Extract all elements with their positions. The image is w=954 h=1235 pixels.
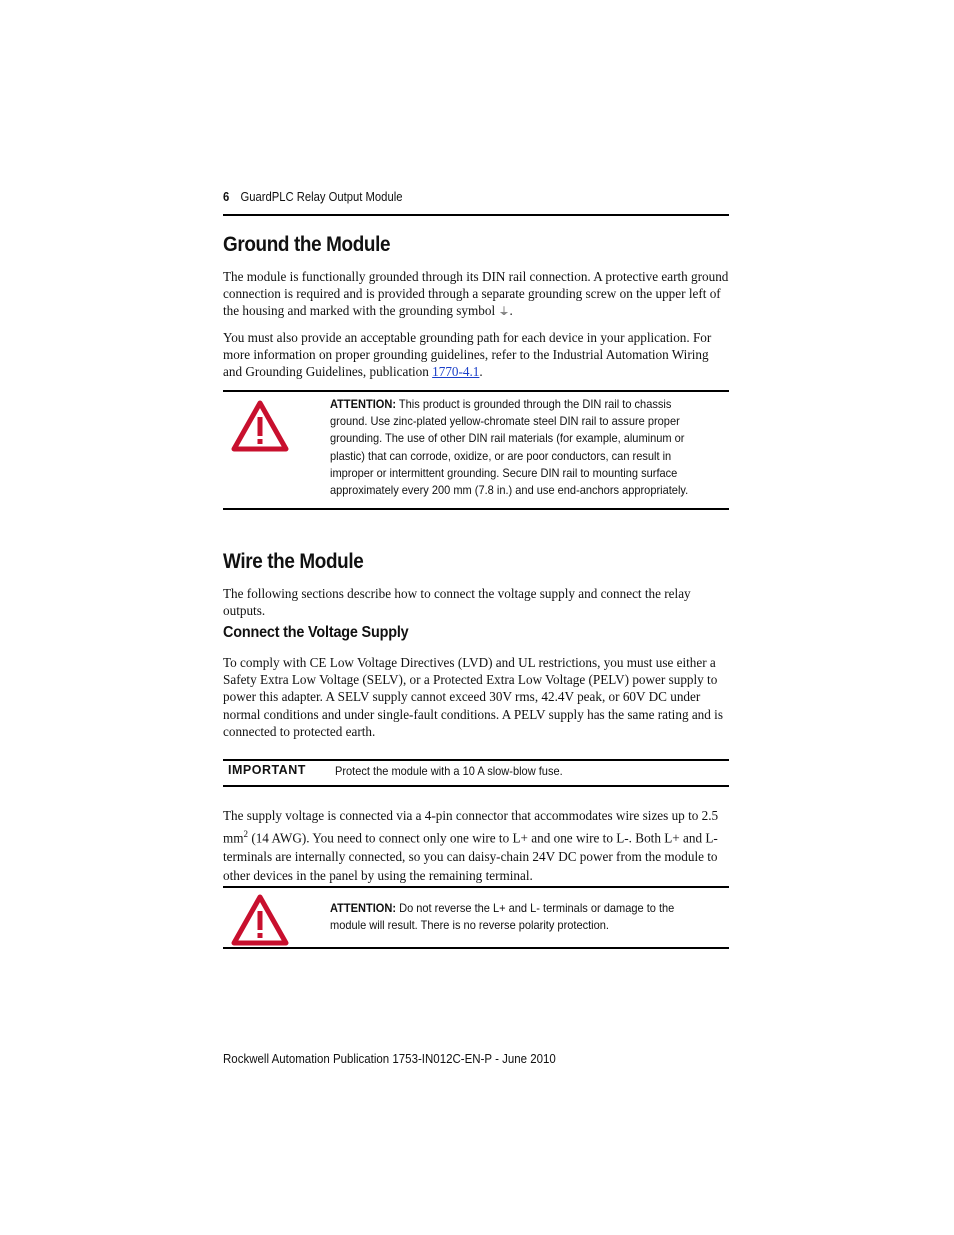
attention-2-top-rule — [223, 886, 729, 888]
attention-notice-grounding: ATTENTION: This product is grounded through the DIN rail to chassis ground. Use zinc-plated yellow-chromate steel DIN rail to assure proper grounding. The use of other DIN rail materials (for example, aluminum or plastic) that can corrode, oxidize, or are poor conductors, can result in improper or intermittent grounding. Secure DIN rail to mounting surface approximately every 200 mm (7.8 in.) and use end-anchors appropriately. — [330, 397, 689, 498]
important-top-rule — [223, 759, 729, 761]
grounding-symbol-icon: ⏚ — [498, 305, 510, 319]
voltage-supply-paragraph-2: The supply voltage is connected via a 4-pin connector that accommodates wire sizes up to 2.5 $mm^2$ (14 AWG). You need to connect only one wire to L+ and one wire to L-. Both L+ and L- terminals are internally connected, so you can daisy-chain 24V DC power from the module to other devices in the panel by using the remaining terminal. — [223, 808, 719, 884]
attention-notice-polarity: ATTENTION: Do not reverse the L+ and L- terminals or damage to the module will result. There is no reverse polarity protection. — [330, 901, 675, 933]
wire-heading: Wire the Module — [223, 550, 364, 573]
important-text: Protect the module with a 10 A slow-blow fuse. — [335, 764, 563, 778]
important-label: IMPORTANT — [228, 763, 306, 777]
voltage-supply-paragraph-1: To comply with CE Low Voltage Directives (LVD) and UL restrictions, you must use either a Safety Extra Low Voltage (SELV), or a Protected Extra Low Voltage (PELV) power supply to power this adapter. A SELV supply cannot exceed 30V rms, 42.4V peak, or 60V DC under normal conditions and under single-fault conditions. A PELV supply has the same rating and is connected to protected earth. — [223, 655, 723, 739]
header-title: GuardPLC Relay Output Module — [240, 190, 403, 204]
warning-triangle-icon — [231, 400, 289, 452]
page-footer: Rockwell Automation Publication 1753-IN012C-EN-P - June 2010 — [223, 1052, 556, 1066]
wire-intro: The following sections describe how to connect the voltage supply and connect the relay outputs. — [223, 586, 691, 619]
warning-triangle-icon — [231, 894, 289, 946]
publication-link[interactable]: 1770-4.1 — [432, 364, 480, 380]
ground-paragraph-1: The module is functionally grounded through its DIN rail connection. A protective earth ground connection is required and is provided through a separate grounding screw on the upper left of the housing and marked with the grounding symbol ⏚. — [223, 269, 729, 319]
voltage-supply-subheading: Connect the Voltage Supply — [223, 624, 409, 641]
attention-1-bottom-rule — [223, 508, 729, 510]
attention-1-top-rule — [223, 390, 729, 392]
page-number: 6 — [223, 190, 230, 204]
ground-paragraph-2: You must also provide an acceptable grounding path for each device in your application. For more information on proper grounding guidelines, refer to the Industrial Automation Wiring and Grounding Guidelines, publication 1770-4.1. — [223, 330, 712, 380]
attention-label: ATTENTION: — [330, 901, 397, 915]
ground-heading: Ground the Module — [223, 233, 391, 256]
attention-2-bottom-rule — [223, 947, 729, 949]
running-header — [223, 190, 678, 204]
important-bottom-rule — [223, 785, 729, 787]
header-rule — [223, 214, 729, 216]
attention-label: ATTENTION: — [330, 397, 397, 411]
